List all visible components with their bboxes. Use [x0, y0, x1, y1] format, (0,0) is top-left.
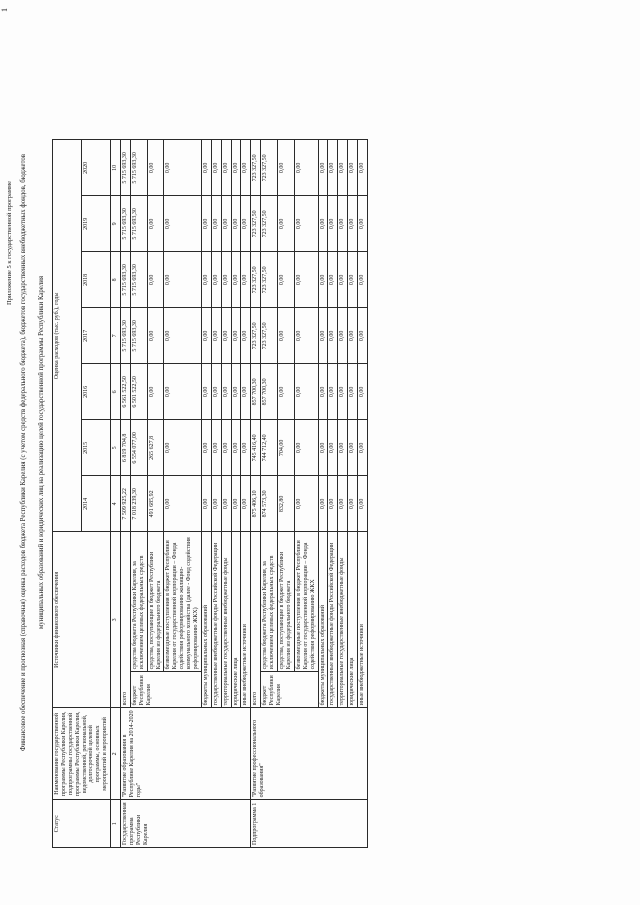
amount-cell: 6 554 077,00: [130, 420, 147, 476]
amount-cell: 0,00: [201, 308, 211, 364]
amount-cell: 0,00: [211, 140, 221, 196]
col-number: 5: [111, 420, 121, 476]
amount-cell: 0,00: [241, 364, 251, 420]
amount-cell: 0,00: [318, 196, 328, 252]
amount-cell: 723 327,50: [261, 252, 278, 308]
amount-cell: 0,00: [201, 364, 211, 420]
amount-cell: 0,00: [211, 196, 221, 252]
amount-cell: 0,00: [358, 420, 368, 476]
amount-cell: 0,00: [358, 476, 368, 532]
amount-cell: 0,00: [211, 420, 221, 476]
amount-cell: 0,00: [147, 364, 164, 420]
amount-cell: 0,00: [338, 364, 348, 420]
financing-table: [52, 139, 368, 848]
amount-cell: 6 501 522,50: [130, 364, 147, 420]
amount-cell: 0,00: [294, 252, 318, 308]
amount-cell: 723 327,50: [251, 252, 261, 308]
document-title-line-1: Финансовое обеспечение и прогнозная (справочная) оценка расходов бюджета Республики Карелия (с учетом средств федерального бюджета), бюджетов государственных внебюджетных фондов, бюджетов: [20, 154, 27, 752]
amount-cell: 0,00: [231, 252, 241, 308]
amount-cell: 0,00: [348, 476, 358, 532]
header-funding-source: Источники финансового обеспечения: [53, 532, 111, 708]
amount-cell: 0,00: [318, 252, 328, 308]
row-source-label: средства бюджета Республики Карелия, за исключением целевых федеральных средств: [130, 532, 147, 672]
header-year: 2020: [82, 140, 111, 196]
amount-cell: 6 819 704,8: [121, 420, 131, 476]
amount-cell: 0,00: [328, 476, 338, 532]
header-year: 2018: [82, 252, 111, 308]
amount-cell: 0,00: [211, 252, 221, 308]
header-estimate: Оценка расходов (тыс. руб.), годы: [53, 140, 82, 532]
row-source-label: безвозмездные поступления в бюджет Республики Карелия от государственной корпорации – Фонда содействия реформированию ЖКХ: [294, 532, 318, 672]
header-status: Статус: [53, 800, 111, 848]
amount-cell: 0,00: [328, 196, 338, 252]
row-source-label: безвозмездные поступления в бюджет Республики Карелия от государственной корпорации – Фонда содействия реформированию жилищно-коммунального хозяйства (далее - Фонд содействия реформированию ЖКХ): [164, 532, 201, 672]
header-year: 2017: [82, 308, 111, 364]
table-row: [251, 140, 261, 848]
amount-cell: 0,00: [278, 196, 295, 252]
amount-cell: 0,00: [147, 196, 164, 252]
col-number: 2: [111, 708, 121, 800]
amount-cell: 5 715 693,30: [121, 308, 131, 364]
amount-cell: 0,00: [318, 364, 328, 420]
amount-cell: 0,00: [338, 196, 348, 252]
amount-cell: 0,00: [221, 364, 231, 420]
col-number: 1: [111, 800, 121, 848]
amount-cell: 0,00: [318, 476, 328, 532]
amount-cell: 0,00: [241, 476, 251, 532]
row-source-label: всего: [251, 532, 261, 708]
amount-cell: 5 715 693,30: [130, 252, 147, 308]
row-program-name: "Развитие образования в Республике Карелия на 2014-2020 годы": [121, 708, 251, 800]
amount-cell: 0,00: [164, 308, 201, 364]
row-source-label: территориальные государственные внебюджетные фонды: [338, 532, 348, 708]
amount-cell: 0,00: [211, 476, 221, 532]
amount-cell: 0,00: [328, 140, 338, 196]
amount-cell: 0,00: [147, 252, 164, 308]
amount-cell: 0,00: [348, 196, 358, 252]
amount-cell: 491 685,92: [147, 476, 164, 532]
amount-cell: 0,00: [348, 140, 358, 196]
amount-cell: 0,00: [358, 252, 368, 308]
amount-cell: 0,00: [348, 364, 358, 420]
row-source-label: территориальные государственные внебюджетные фонды: [221, 532, 231, 708]
amount-cell: 0,00: [278, 140, 295, 196]
col-number: 10: [111, 140, 121, 196]
amount-cell: 0,00: [338, 420, 348, 476]
amount-cell: 857 700,30: [251, 364, 261, 420]
amount-cell: 7 509 925,22: [121, 476, 131, 532]
amount-cell: 0,00: [221, 196, 231, 252]
amount-cell: 0,00: [294, 308, 318, 364]
amount-cell: 0,00: [328, 364, 338, 420]
row-source-label: государственные внебюджетные фонды Российской Федерации: [211, 532, 221, 708]
amount-cell: 0,00: [147, 308, 164, 364]
amount-cell: 0,00: [328, 252, 338, 308]
header-year: 2014: [82, 476, 111, 532]
amount-cell: 704,00: [278, 420, 295, 476]
amount-cell: 0,00: [358, 196, 368, 252]
amount-cell: 0,00: [164, 196, 201, 252]
document-title-line-2: муниципальных образований и юридических лиц на реализацию целей государственной программы Республики Карелия: [38, 276, 45, 629]
amount-cell: 0,00: [328, 420, 338, 476]
col-number: 3: [111, 532, 121, 708]
amount-cell: 0,00: [294, 420, 318, 476]
amount-cell: 0,00: [318, 308, 328, 364]
col-number: 9: [111, 196, 121, 252]
amount-cell: 723 327,50: [261, 308, 278, 364]
amount-cell: 0,00: [348, 308, 358, 364]
amount-cell: 0,00: [328, 308, 338, 364]
amount-cell: 0,00: [294, 196, 318, 252]
row-status: Государственная программа Республики Карелия: [121, 800, 251, 848]
amount-cell: 5 715 693,30: [130, 140, 147, 196]
amount-cell: 0,00: [201, 476, 211, 532]
amount-cell: 0,00: [221, 308, 231, 364]
amount-cell: 0,00: [338, 308, 348, 364]
amount-cell: 0,00: [211, 308, 221, 364]
row-source-label: средства бюджета Республики Карелия, за исключением целевых федеральных средств: [261, 532, 278, 672]
amount-cell: 0,00: [338, 476, 348, 532]
amount-cell: 0,00: [221, 252, 231, 308]
amount-cell: 744 712,40: [261, 420, 278, 476]
amount-cell: 0,00: [231, 196, 241, 252]
amount-cell: 0,00: [231, 476, 241, 532]
amount-cell: 0,00: [278, 252, 295, 308]
amount-cell: 0,00: [294, 476, 318, 532]
row-program-name: "Развитие профессионального образования": [251, 708, 368, 800]
col-number: 8: [111, 252, 121, 308]
amount-cell: 723 327,50: [251, 308, 261, 364]
amount-cell: 0,00: [231, 140, 241, 196]
amount-cell: 723 327,50: [261, 140, 278, 196]
amount-cell: 0,00: [211, 364, 221, 420]
amount-cell: 0,00: [294, 364, 318, 420]
amount-cell: 0,00: [231, 420, 241, 476]
amount-cell: 0,00: [338, 252, 348, 308]
amount-cell: 0,00: [358, 364, 368, 420]
col-number: 4: [111, 476, 121, 532]
amount-cell: 723 327,50: [251, 196, 261, 252]
col-number: 7: [111, 308, 121, 364]
amount-cell: 6 561 522,50: [121, 364, 131, 420]
amount-cell: 875 406,10: [251, 476, 261, 532]
amount-cell: 0,00: [241, 308, 251, 364]
row-source-label: бюджеты муниципальных образований: [318, 532, 328, 708]
amount-cell: 0,00: [164, 140, 201, 196]
amount-cell: 0,00: [231, 308, 241, 364]
header-program-name: Наименование государственной программы Республики Карелия, подпрограммы государственной программы Республики Карелия, ведомственной, региональной, долгосрочной целевой программы, основных мероприятий и мероприятий: [53, 708, 111, 800]
amount-cell: 0,00: [147, 140, 164, 196]
amount-cell: 0,00: [164, 476, 201, 532]
amount-cell: 0,00: [318, 140, 328, 196]
amount-cell: 5 715 693,30: [121, 252, 131, 308]
amount-cell: 5 715 693,30: [121, 196, 131, 252]
amount-cell: 0,00: [348, 420, 358, 476]
row-source-label: всего: [121, 532, 131, 708]
amount-cell: 723 327,50: [261, 196, 278, 252]
amount-cell: 0,00: [221, 140, 231, 196]
amount-cell: 0,00: [201, 196, 211, 252]
amount-cell: 0,00: [338, 140, 348, 196]
amount-cell: 0,00: [164, 364, 201, 420]
appendix-caption: Приложение 5 к государственной программе: [6, 180, 13, 305]
amount-cell: 0,00: [201, 252, 211, 308]
amount-cell: 0,00: [241, 140, 251, 196]
amount-cell: 0,00: [241, 252, 251, 308]
amount-cell: 265 627,8: [147, 420, 164, 476]
amount-cell: 745 416,40: [251, 420, 261, 476]
row-status: Подпрограмма 1: [251, 800, 368, 848]
amount-cell: 0,00: [278, 308, 295, 364]
header-year: 2015: [82, 420, 111, 476]
page-corner-mark: 1: [0, 8, 9, 12]
amount-cell: 0,00: [318, 420, 328, 476]
amount-cell: 0,00: [164, 252, 201, 308]
row-source-label: средства, поступающие в бюджет Республики Карелия из федерального бюджета: [147, 532, 164, 672]
amount-cell: 832,80: [278, 476, 295, 532]
amount-cell: 5 715 693,30: [121, 140, 131, 196]
row-source-label: юридические лица: [231, 532, 241, 708]
header-year: 2019: [82, 196, 111, 252]
amount-cell: 0,00: [278, 364, 295, 420]
row-source-label: средства, поступающие в бюджет Республики Карелия из федерального бюджета: [278, 532, 295, 672]
row-source-label: иные внебюджетные источники: [358, 532, 368, 708]
budget-group-label: бюджет Республики Карелия: [130, 672, 201, 708]
amount-cell: 0,00: [358, 308, 368, 364]
amount-cell: 0,00: [201, 140, 211, 196]
amount-cell: 0,00: [294, 140, 318, 196]
header-year: 2016: [82, 364, 111, 420]
amount-cell: 723 327,50: [251, 140, 261, 196]
amount-cell: 857 700,30: [261, 364, 278, 420]
budget-group-label: бюджет Республики Карелия: [261, 672, 318, 708]
table-row: [121, 140, 131, 848]
amount-cell: 874 573,30: [261, 476, 278, 532]
amount-cell: 0,00: [358, 140, 368, 196]
amount-cell: 0,00: [348, 252, 358, 308]
amount-cell: 0,00: [221, 420, 231, 476]
amount-cell: 0,00: [221, 476, 231, 532]
row-source-label: бюджеты муниципальных образований: [201, 532, 211, 708]
amount-cell: 0,00: [201, 420, 211, 476]
amount-cell: 0,00: [241, 420, 251, 476]
amount-cell: 5 715 693,30: [130, 196, 147, 252]
amount-cell: 0,00: [164, 420, 201, 476]
amount-cell: 0,00: [241, 196, 251, 252]
row-source-label: юридические лица: [348, 532, 358, 708]
amount-cell: 0,00: [231, 364, 241, 420]
amount-cell: 7 018 239,30: [130, 476, 147, 532]
amount-cell: 5 715 693,30: [130, 308, 147, 364]
row-source-label: иные внебюджетные источники: [241, 532, 251, 708]
col-number: 6: [111, 364, 121, 420]
row-source-label: государственные внебюджетные фонды Российской Федерации: [328, 532, 338, 708]
